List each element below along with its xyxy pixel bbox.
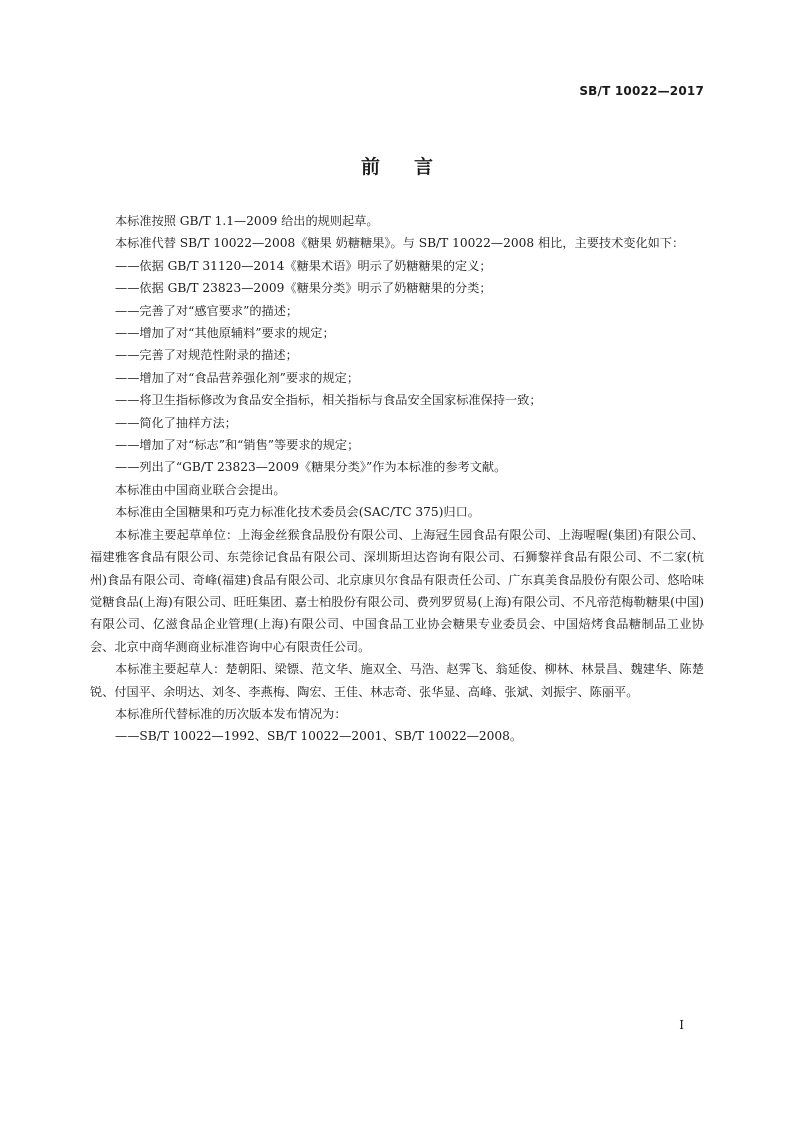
change-item: ——列出了“GB/T 23823—2009《糖果分类》”作为本标准的参考文献。 bbox=[115, 460, 507, 475]
change-item: ——完善了对“感官要求”的描述； bbox=[115, 303, 299, 318]
change-item: ——依据 GB/T 31120—2014《糖果术语》明示了奶糖糖果的定义； bbox=[115, 258, 492, 273]
paragraph-drafting-units: 本标准主要起草单位：上海金丝猴食品股份有限公司、上海冠生园食品有限公司、上海喔喔(集团)有限公司、福建雅客食品有限公司、东莞徐记食品有限公司、深圳斯坦达咨询有限公司、石狮黎祥食品有限公司、不二家(杭州)食品有限公司、奇峰(福建)食品有限公司、北京康贝尔食品有限责任公司、广东真美食品股份有限公司、悠哈味觉糖食品(上海)有限公司、旺旺集团、嘉士柏股份有限公司、费列罗贸易(上海)有限公司、不凡帝范梅勒糖果(中国)有限公司、亿滋食品企业管理(上海)有限公司、中国食品工业协会糖果专业委员会、中国焙烤食品糖制品工业协会、北京中商华测商业标准咨询中心有限责任公司。 bbox=[90, 527, 704, 654]
foreword-body bbox=[90, 210, 704, 748]
change-item: ——增加了对“食品营养强化剂”要求的规定； bbox=[115, 370, 360, 385]
paragraph-drafting-rules: 本标准按照 GB/T 1.1—2009 给出的规则起草。 bbox=[115, 214, 379, 228]
page-title: 前言 bbox=[360, 156, 467, 178]
paragraph-history-intro: 本标准所代替标准的历次版本发布情况为： bbox=[115, 706, 347, 721]
change-item: ——增加了对“其他原辅料”要求的规定； bbox=[115, 326, 335, 341]
change-item: ——简化了抽样方法； bbox=[115, 415, 237, 430]
paragraph-proposer: 本标准由中国商业联合会提出。 bbox=[115, 482, 286, 497]
paragraph-committee: 本标准由全国糖果和巧克力标准化技术委员会(SAC/TC 375)归口。 bbox=[115, 505, 480, 520]
change-item: ——增加了对“标志”和“销售”等要求的规定； bbox=[115, 438, 360, 453]
paragraph-replacement: 本标准代替 SB/T 10022—2008《糖果 奶糖糖果》。与 SB/T 10022—2008 相比，主要技术变化如下： bbox=[115, 236, 685, 251]
change-item: ——完善了对规范性附录的描述； bbox=[115, 348, 298, 363]
standard-number: SB/T 10022—2017 bbox=[579, 84, 704, 98]
page-number: I bbox=[679, 1018, 684, 1032]
change-item: ——依据 GB/T 23823—2009《糖果分类》明示了奶糖糖果的分类； bbox=[115, 281, 492, 296]
paragraph-drafters: 本标准主要起草人：楚朝阳、梁镖、范文华、施双全、马浩、赵霁飞、翁延俊、柳林、林景昌、魏建华、陈楚锐、付国平、余明达、刘冬、李燕梅、陶宏、王佳、林志奇、张华显、高峰、张斌、刘振宇、陈丽平。 bbox=[90, 662, 704, 699]
change-item: ——将卫生指标修改为食品安全指标，相关指标与食品安全国家标准保持一致； bbox=[115, 393, 542, 408]
paragraph-history-list: ——SB/T 10022—1992、SB/T 10022—2001、SB/T 10022—2008。 bbox=[115, 729, 523, 744]
